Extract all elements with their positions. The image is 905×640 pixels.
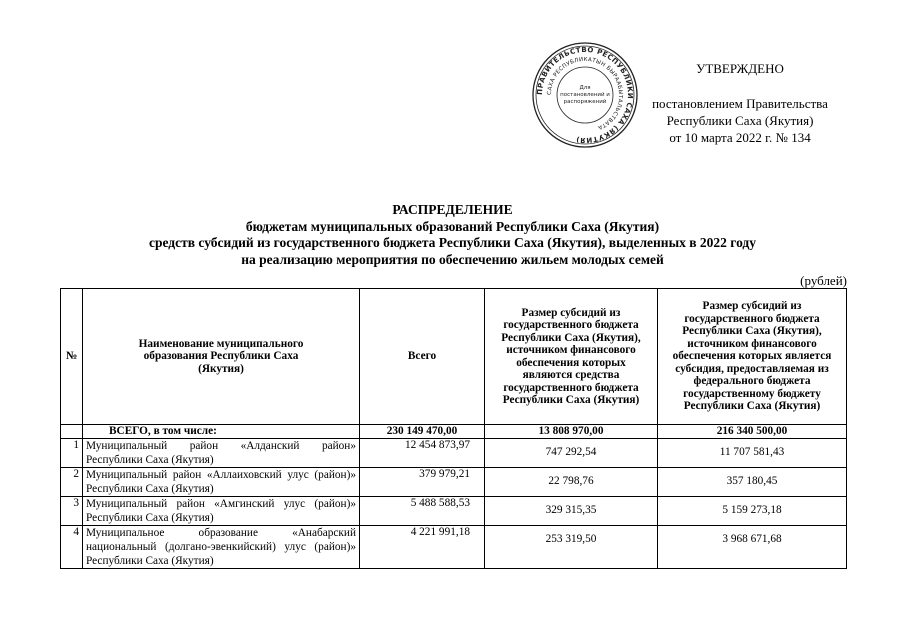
row-name: Муниципальный район «Алданский район» Республики Саха (Якутия) [83,439,360,468]
approval-line-1: постановлением Правительства [652,96,828,111]
header-total: Всего [360,289,485,425]
row-state: 329 315,35 [485,497,658,526]
row-name: Муниципальный район «Амгинский улус (район)» Республики Саха (Якутия) [83,497,360,526]
svg-text:Для: Для [579,85,591,91]
distribution-table [60,288,847,569]
table-header-row [61,289,847,425]
header-number: № [61,289,83,425]
total-sum: 230 149 470,00 [360,425,485,439]
row-federal: 357 180,45 [658,468,847,497]
table-row [61,497,847,526]
row-name: Муниципальное образование «Анабарский национальный (долгано-эвенкийский) улус (район)» Республики Саха (Якутия) [83,526,360,569]
row-number: 4 [61,526,83,569]
title-line-3: на реализацию мероприятия по обеспечению жильем молодых семей [241,251,664,267]
title-line-1: бюджетам муниципальных образований Республики Саха (Якутия) [245,218,660,234]
row-number: 2 [61,468,83,497]
svg-text:распоряжений: распоряжений [563,99,607,105]
row-total: 5 488 588,53 [360,497,485,526]
official-seal [530,40,640,150]
row-number: 3 [61,497,83,526]
document-title [60,202,845,268]
units-label: (рублей) [800,273,847,288]
table-row [61,526,847,569]
row-total: 379 979,21 [360,468,485,497]
row-name: Муниципальный район «Аллаиховский улус (район)» Республики Саха (Якутия) [83,468,360,497]
approved-label: УТВЕРЖДЕНО [696,61,784,76]
header-state-budget: Размер субсидий из государственного бюджета Республики Саха (Якутия), источником финансового обеспечения которых являются средства государственного бюджета Республики Саха (Якутия) [485,289,658,425]
total-label: ВСЕГО, в том числе: [83,425,360,439]
svg-text:САХА РЕСПУБЛИКАТЫН БЫРААБЫТАЛЬ: САХА РЕСПУБЛИКАТЫН БЫРААБЫТАЛЬСТВАТА [546,56,624,131]
title-heading: РАСПРЕДЕЛЕНИЕ [392,202,513,217]
row-federal: 5 159 273,18 [658,497,847,526]
header-federal-budget: Размер субсидий из государственного бюджета Республики Саха (Якутия), источником финансового обеспечения которых является субсидия, предоставляемая из федерального бюджета государственному бюджету Республики Саха (Якутия) [658,289,847,425]
row-total: 4 221 991,18 [360,526,485,569]
approval-block [640,60,840,146]
row-total: 12 454 873,97 [360,439,485,468]
row-federal: 11 707 581,43 [658,439,847,468]
row-state: 747 292,54 [485,439,658,468]
row-number: 1 [61,439,83,468]
title-line-2: средств субсидий из государственного бюджета Республики Саха (Якутия), выделенных в 2022 году [148,235,757,250]
row-federal: 3 968 671,68 [658,526,847,569]
total-federal: 216 340 500,00 [658,425,847,439]
row-state: 22 798,76 [485,468,658,497]
table-row [61,468,847,497]
svg-text:ПРАВИТЕЛЬСТВО РЕСПУБЛИКИ САХА: ПРАВИТЕЛЬСТВО РЕСПУБЛИКИ САХА (ЯКУТИЯ) [535,45,635,145]
table-total-row [61,425,847,439]
svg-text:постановлений и: постановлений и [560,92,610,98]
row-state: 253 319,50 [485,526,658,569]
header-name: Наименование муниципального образования Республики Саха (Якутия) [83,289,360,425]
total-state: 13 808 970,00 [485,425,658,439]
table-row [61,439,847,468]
approval-line-3: от 10 марта 2022 г. № 134 [669,130,811,145]
approval-line-2: Республики Саха (Якутия) [666,113,814,128]
